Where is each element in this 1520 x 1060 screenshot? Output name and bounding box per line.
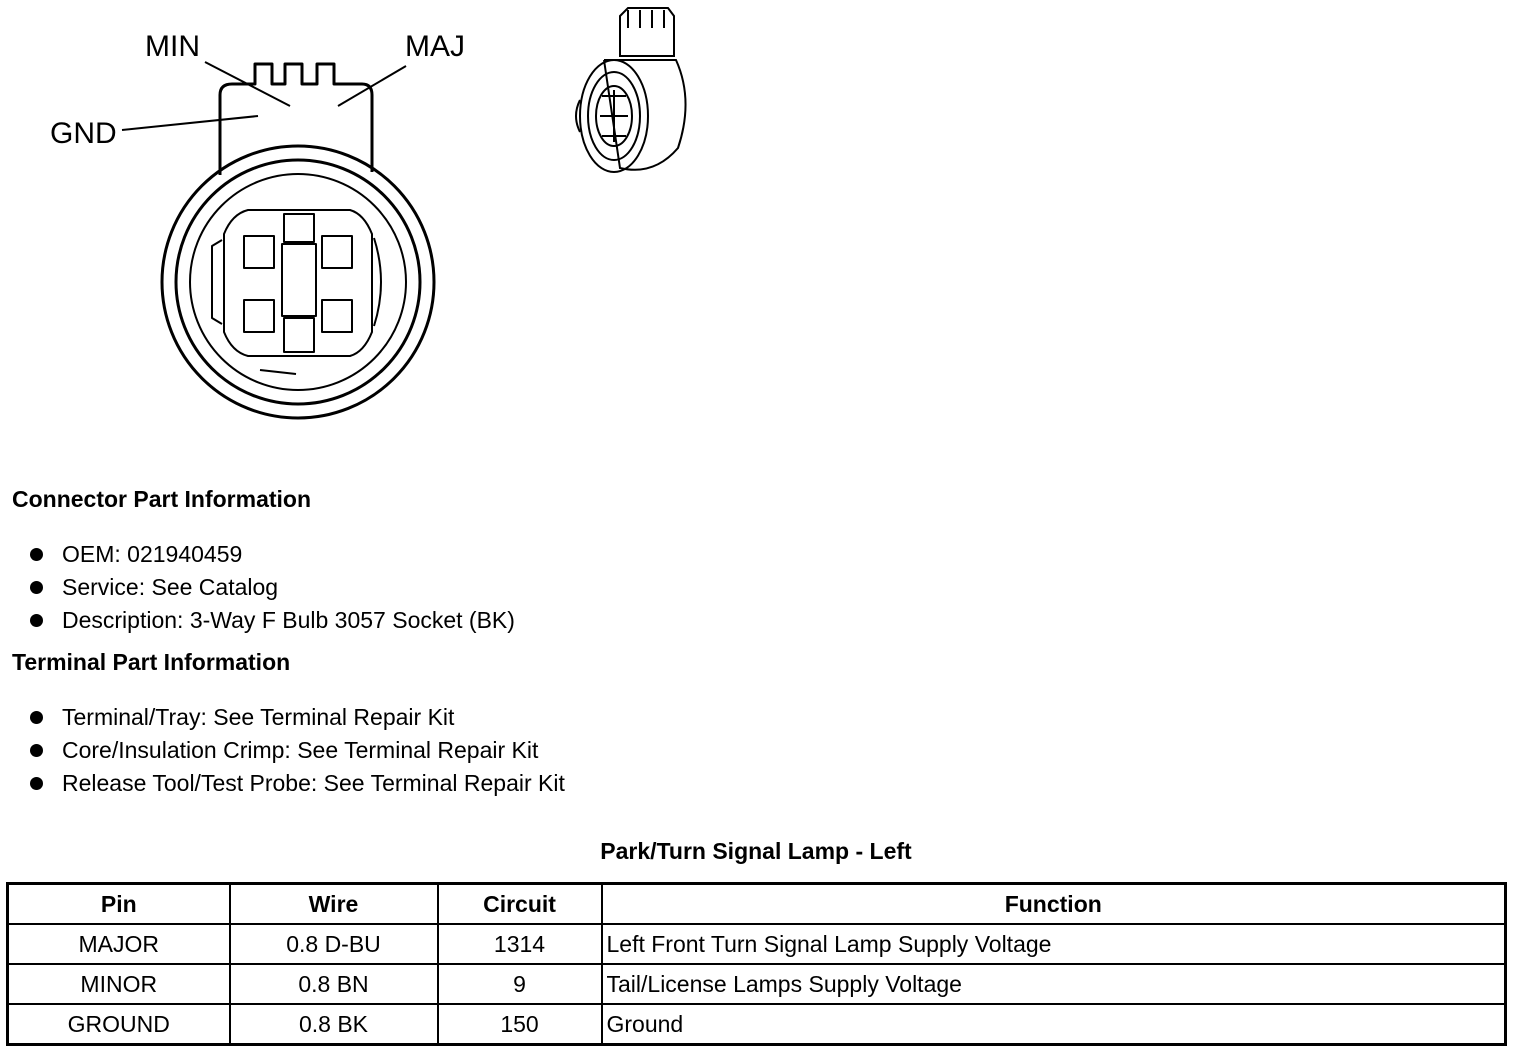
connector-info-heading: Connector Part Information xyxy=(12,486,312,512)
min-label: MIN xyxy=(145,30,200,63)
table-row xyxy=(8,924,1506,964)
list-item: Terminal/Tray: See Terminal Repair Kit xyxy=(0,701,565,734)
maj-label: MAJ xyxy=(405,30,465,63)
list-item: Description: 3-Way F Bulb 3057 Socket (BK) xyxy=(0,604,515,637)
function-cell: Ground xyxy=(602,1004,1506,1045)
bullet-icon xyxy=(30,614,43,627)
function-cell: Left Front Turn Signal Lamp Supply Voltage xyxy=(602,924,1506,964)
list-item: Core/Insulation Crimp: See Terminal Repair Kit xyxy=(0,734,565,767)
bullet-icon xyxy=(30,744,43,757)
terminal-info-heading: Terminal Part Information xyxy=(12,649,291,675)
gnd-label: GND xyxy=(50,117,117,150)
table-title: Park/Turn Signal Lamp - Left xyxy=(600,838,912,864)
terminal-info-list xyxy=(0,701,565,800)
bullet-icon xyxy=(30,548,43,561)
bullet-icon xyxy=(30,777,43,790)
pin-cell: GROUND xyxy=(8,1004,230,1045)
connector-info-list xyxy=(0,538,515,637)
pin-cell: MAJOR xyxy=(8,924,230,964)
list-item: Release Tool/Test Probe: See Terminal Repair Kit xyxy=(0,767,565,800)
list-item: OEM: 021940459 xyxy=(0,538,515,571)
circuit-cell: 1314 xyxy=(438,924,602,964)
function-cell: Tail/License Lamps Supply Voltage xyxy=(602,964,1506,1004)
connector-perspective-view xyxy=(576,8,686,172)
connector-diagram xyxy=(0,0,760,440)
bullet-icon xyxy=(30,711,43,724)
circuit-cell: 150 xyxy=(438,1004,602,1045)
list-item: Service: See Catalog xyxy=(0,571,515,604)
wire-cell: 0.8 BN xyxy=(230,964,438,1004)
column-header-circuit: Circuit xyxy=(438,884,602,925)
column-header-wire: Wire xyxy=(230,884,438,925)
pin-cell: MINOR xyxy=(8,964,230,1004)
wire-cell: 0.8 D-BU xyxy=(230,924,438,964)
pinout-table xyxy=(6,882,1507,1046)
bullet-icon xyxy=(30,581,43,594)
table-row xyxy=(8,1004,1506,1045)
column-header-pin: Pin xyxy=(8,884,230,925)
table-row xyxy=(8,964,1506,1004)
wire-cell: 0.8 BK xyxy=(230,1004,438,1045)
circuit-cell: 9 xyxy=(438,964,602,1004)
table-header-row xyxy=(8,884,1506,925)
column-header-function: Function xyxy=(602,884,1506,925)
